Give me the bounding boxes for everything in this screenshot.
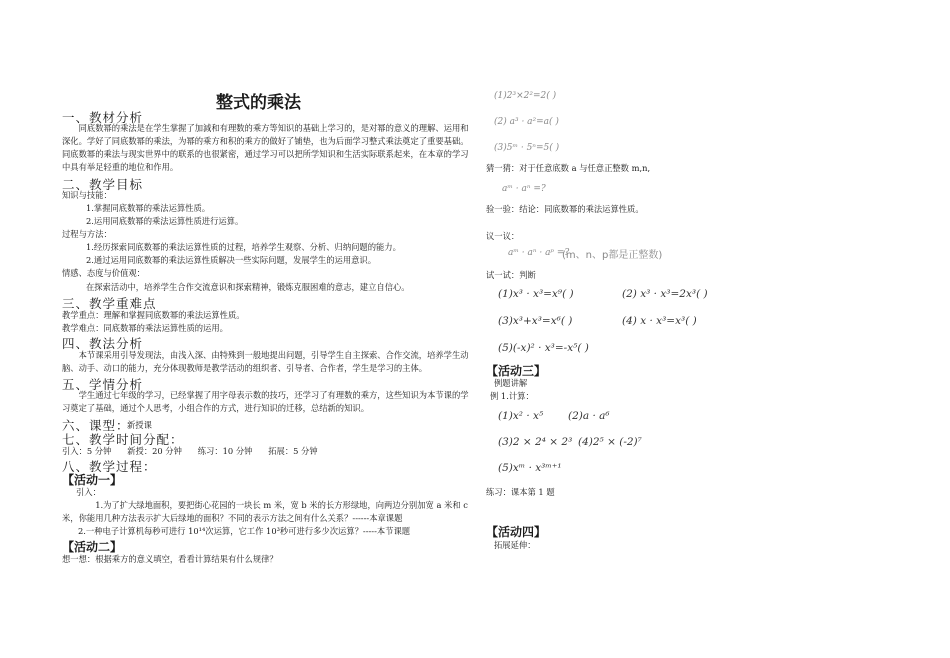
- process-item-2: 2.通过运用同底数幂的乘法运算性质解决一些实际问题，发展学生的运用意识。: [86, 255, 377, 265]
- judge-3: (3)x³+x³=x⁶( ): [498, 315, 573, 327]
- section-heading-4: 四、教法分析: [62, 336, 144, 351]
- calc-1: (1)x² · x⁵: [498, 410, 544, 422]
- lesson-type: 新授课: [127, 420, 152, 430]
- section-text-1: 同底数幂的乘法是在学生掌握了加減和有理数的乘方等知识的基础上学习的，是对幂的意义的理解、运用和深化。学好了同底数幂的乘法，为幂的乘方和积的乘方的做好了铺垫，也为后面学习整式乘法奠定了重要基础。同底数幂的乘法与现实世界中的联系的也很紧密，通过学习可以把所学知识和生活实际联系起来，在本章的学习中具有举足轻重的地位和作用。: [62, 123, 469, 172]
- example-1-label: 例 1.计算：: [490, 391, 534, 401]
- section-text-5: 学生通过七年级的学习，已经掌握了用字母表示数的技巧，还学习了有理数的乘方，这些知识为本节课的学习奠定了基础，通过个人思考，小组合作的方式，进行知识的迁移，总结新的知识。: [62, 390, 469, 413]
- activity-3-title: 例题讲解: [494, 378, 528, 388]
- process-label: 过程与方法：: [62, 229, 112, 239]
- activity-3-label: 【活动三】: [486, 364, 547, 378]
- section-text-4: 本节课采用引导发现法，由浅入深、由特殊到一般地提出问题，引导学生自主探索、合作交流，培养学生动脑、动手、动口的能力，充分体现教师是教学活动的组织者、引导者、合作者，学生是学习的主体。: [62, 350, 469, 373]
- activity-1-question-2: 2.一种电子计算机每秒可进行 10¹⁴次运算，它工作 10³秒可进行多少次运算？-----本节课题: [78, 526, 411, 536]
- section-heading-8: 八、教学过程：: [62, 459, 157, 474]
- key-point: 教学重点：理解和掌握同底数幂的乘法运算性质。: [62, 310, 245, 320]
- verify-text: 验一验：结论：同底数幂的乘法运算性质。: [486, 204, 644, 214]
- guess-text: 猜一猜：对于任意底数 a 与任意正整数 m,n,: [486, 163, 651, 173]
- discuss-note: (m、n、p都是正整数): [562, 250, 663, 261]
- fill-blank-1: (1)2³×2²=2( ): [494, 91, 557, 101]
- section-heading-6: 六、课型：: [62, 418, 130, 433]
- activity-2-label: 【活动二】: [62, 540, 123, 554]
- judge-2: (2) x³ · x³=2x³( ): [622, 288, 708, 300]
- process-item-1: 1.经历探索同底数幂的乘法运算性质的过程，培养学生观察、分析、归纳问题的能力。: [86, 242, 401, 252]
- practice-text: 练习：课本第 1 题: [486, 487, 555, 497]
- knowledge-item-1: 1.掌握同底数幂的乘法运算性质。: [86, 203, 211, 213]
- difficult-point: 教学难点：同底数幂的乘法运算性质的运用。: [62, 323, 228, 333]
- activity-1-intro: 引入：: [76, 487, 101, 497]
- judge-1: (1)x³ · x³=x⁹( ): [498, 288, 574, 300]
- emotion-label: 情感、态度与价值观：: [62, 268, 145, 278]
- discuss-formula: aᵐ · aⁿ · aᵖ =?: [508, 248, 570, 258]
- knowledge-label: 知识与技能：: [62, 190, 112, 200]
- judge-4: (4) x · x³=x³( ): [622, 315, 697, 327]
- activity-4-title: 拓展延伸：: [494, 540, 536, 550]
- activity-1-label: 【活动一】: [62, 473, 123, 487]
- calc-3: (3)2 × 2⁴ × 2³: [498, 436, 573, 448]
- discuss-label: 议一议：: [486, 231, 520, 241]
- emotion-item-1: 在探索活动中，培养学生合作交流意识和探索精神，锻炼克服困难的意志，建立自信心。: [86, 282, 410, 292]
- knowledge-item-2: 2.运用同底数幂的乘法运算性质进行运算。: [86, 216, 244, 226]
- section-heading-1: 一、教材分析: [62, 110, 144, 125]
- section-heading-7: 七、教学时间分配：: [62, 432, 184, 447]
- page-title: 整式的乘法: [216, 93, 301, 113]
- judge-5: (5)(-x)² · x³=-x⁵( ): [498, 342, 589, 354]
- section-heading-5: 五、学情分析: [62, 377, 144, 392]
- fill-blank-2: (2) a³ · a²=a( ): [494, 117, 559, 127]
- activity-2-text: 想一想：根据乘方的意义填空，看看计算结果有什么规律？: [62, 554, 278, 564]
- section-heading-3: 三、教学重难点: [62, 296, 157, 311]
- activity-4-label: 【活动四】: [486, 525, 547, 539]
- guess-formula: aᵐ · aⁿ =?: [502, 184, 546, 194]
- try-label: 试一试：判断: [486, 270, 536, 280]
- fill-blank-3: (3)5ᵐ · 5ⁿ=5( ): [494, 143, 560, 153]
- time-allocation: 引入：5 分钟 新授：20 分钟 练习：10 分钟 拓展：5 分钟: [62, 446, 318, 456]
- section-heading-2: 二、教学目标: [62, 177, 144, 192]
- calc-5: (5)xᵐ · x³ᵐ⁺¹: [498, 462, 562, 474]
- calc-4: (4)2⁵ × (-2)⁷: [578, 436, 642, 448]
- calc-2: (2)a · a⁶: [568, 410, 610, 422]
- activity-1-question-1: 1.为了扩大绿地面积，要把街心花园的一块长 m 米，宽 b 米的长方形绿地，向两边分别加宽 a 米和 c 米，你能用几种方法表示扩大后绿地的面积？不同的表示方法之间有什么关系？------本章课题: [62, 500, 468, 523]
